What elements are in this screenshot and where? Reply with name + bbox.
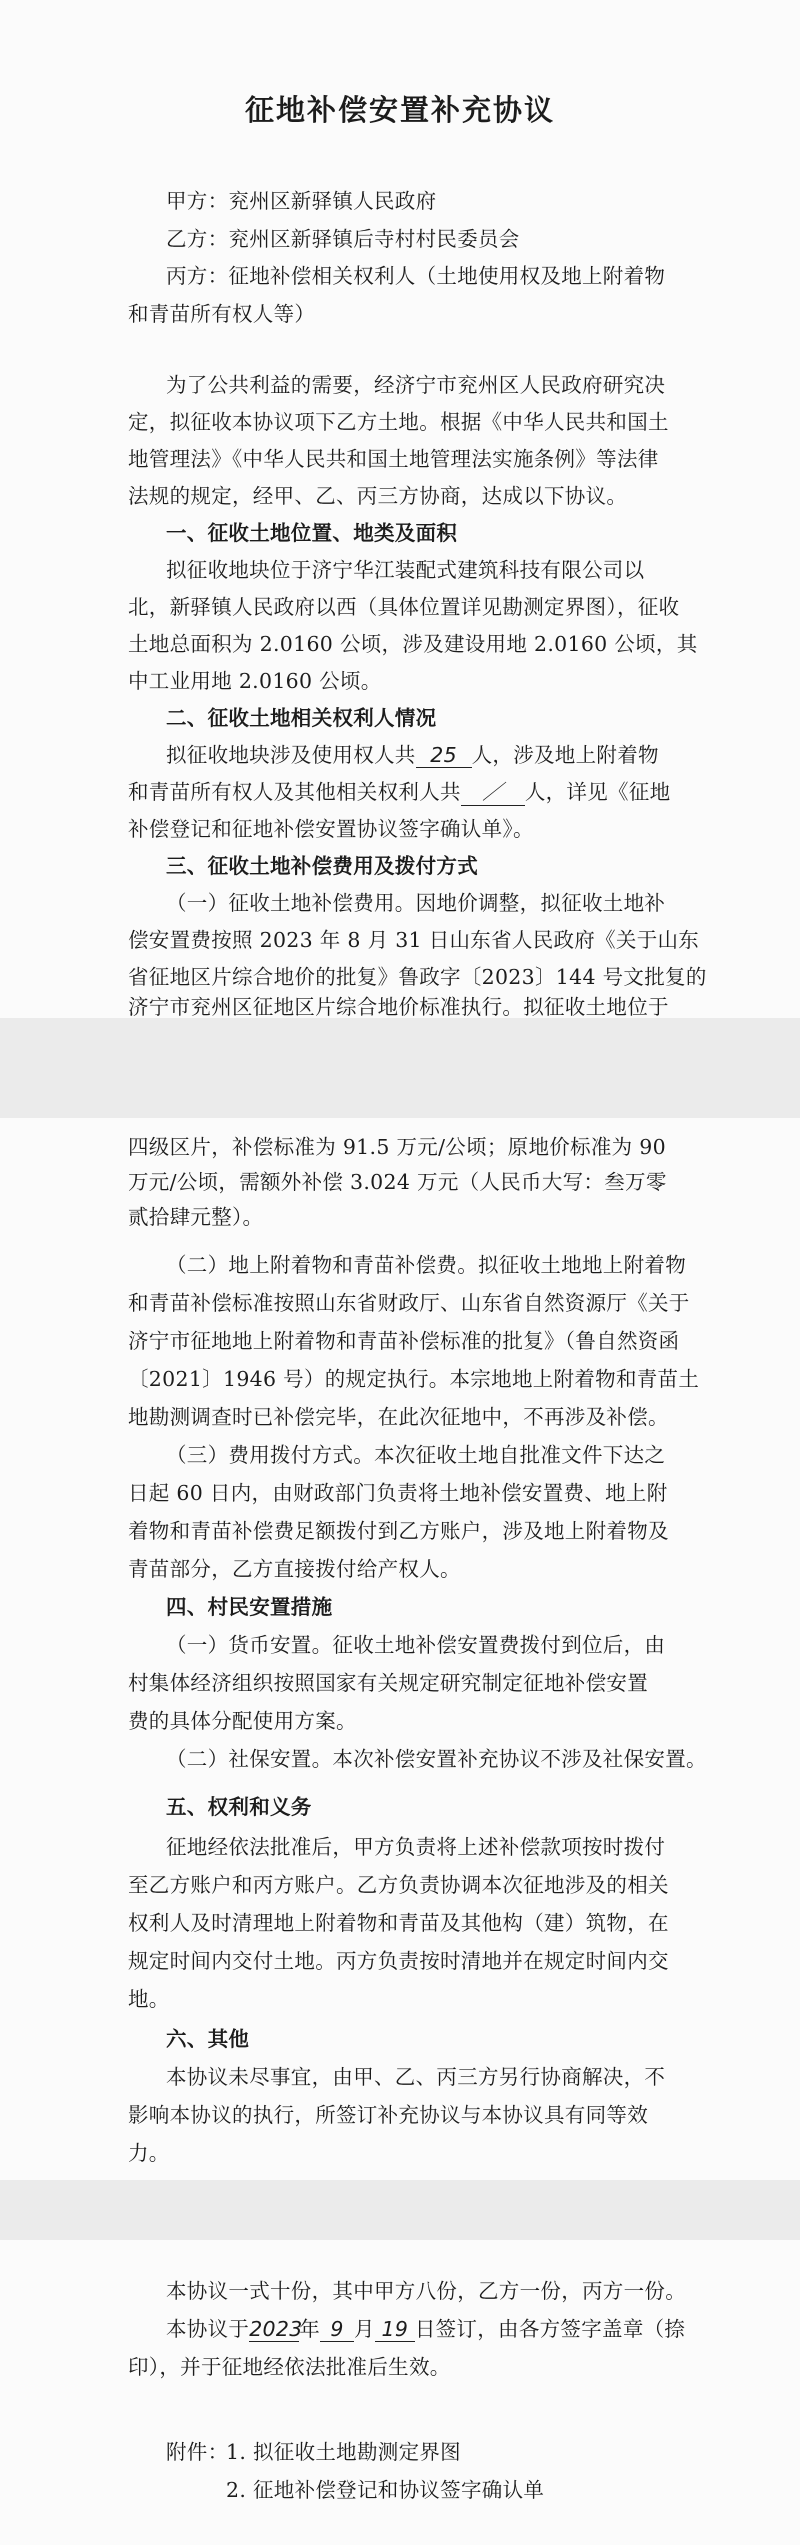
document-page-2 bbox=[0, 1118, 800, 2180]
section-1-heading: 一、征收土地位置、地类及面积 bbox=[166, 521, 458, 545]
section-3-p1-line-3: 省征地区片综合地价的批复》鲁政字〔2023〕144 号文批复的 bbox=[128, 965, 707, 989]
intro-line-4: 法规的规定，经甲、乙、丙三方协商，达成以下协议。 bbox=[128, 484, 628, 508]
section-3-p3-line-4: 青苗部分，乙方直接拨付给产权人。 bbox=[128, 1557, 461, 1581]
section-4-p1-line-3: 费的具体分配使用方案。 bbox=[128, 1709, 357, 1733]
section-3-p3-line-2: 日起 60 日内，由财政部门负责将土地补偿安置费、地上附 bbox=[128, 1481, 668, 1505]
copies-statement: 本协议一式十份，其中甲方八份，乙方一份，丙方一份。 bbox=[166, 2279, 686, 2303]
party-c-line-2: 和青苗所有权人等） bbox=[128, 302, 316, 326]
section-1-line-3: 土地总面积为 2.0160 公顷，涉及建设用地 2.0160 公顷，其 bbox=[128, 632, 698, 656]
signing-date-line: 本协议于2023年 9 月 19 日签订，由各方签字盖章（捺 bbox=[166, 2317, 686, 2341]
section-5-line-1: 征地经依法批准后，甲方负责将上述补偿款项按时拨付 bbox=[166, 1835, 666, 1859]
attachment-item-2: 2. 征地补偿登记和协议签字确认单 bbox=[226, 2478, 545, 2502]
section-4-p2: （二）社保安置。本次补偿安置补充协议不涉及社保安置。 bbox=[166, 1747, 707, 1771]
other-holder-count-field: ／ bbox=[461, 775, 525, 806]
section-3-p1-line-2: 偿安置费按照 2023 年 8 月 31 日山东省人民政府《关于山东 bbox=[128, 928, 700, 952]
section-4-heading: 四、村民安置措施 bbox=[166, 1595, 333, 1619]
section-5-line-4: 规定时间内交付土地。丙方负责按时清地并在规定时间内交 bbox=[128, 1949, 669, 1973]
section-5-heading: 五、权利和义务 bbox=[166, 1795, 312, 1819]
party-b: 乙方：兖州区新驿镇后寺村村民委员会 bbox=[166, 227, 520, 251]
section-1-line-1: 拟征收地块位于济宁华江装配式建筑科技有限公司以 bbox=[166, 558, 645, 582]
section-5-line-3: 权利人及时清理地上附着物和青苗及其他构（建）筑物，在 bbox=[128, 1911, 669, 1935]
section-3-p2-line-4: 〔2021〕1946 号）的规定执行。本宗地地上附着物和青苗土 bbox=[128, 1367, 700, 1391]
sign-month-field: 9 bbox=[320, 2317, 354, 2342]
section-6-line-1: 本协议未尽事宜，由甲、乙、丙三方另行协商解决，不 bbox=[166, 2065, 666, 2089]
section-2-line-1: 拟征收地块涉及使用权人共 25 人，涉及地上附着物 bbox=[166, 743, 659, 767]
section-2-heading: 二、征收土地相关权利人情况 bbox=[166, 706, 437, 730]
section-5-line-2: 至乙方账户和丙方账户。乙方负责协调本次征地涉及的相关 bbox=[128, 1873, 669, 1897]
section-6-heading: 六、其他 bbox=[166, 2027, 250, 2051]
section-4-p1-line-2: 村集体经济组织按照国家有关规定研究制定征地补偿安置 bbox=[128, 1671, 648, 1695]
section-3-p1-line-5: 四级区片，补偿标准为 91.5 万元/公顷；原地价标准为 90 bbox=[128, 1135, 666, 1159]
document-title: 征地补偿安置补充协议 bbox=[244, 93, 555, 127]
intro-line-3: 地管理法》《中华人民共和国土地管理法实施条例》等法律 bbox=[128, 447, 659, 471]
party-a: 甲方：兖州区新驿镇人民政府 bbox=[166, 189, 437, 213]
intro-line-2: 定，拟征收本协议项下乙方土地。根据《中华人民共和国土 bbox=[128, 410, 669, 434]
section-3-p2-line-1: （二）地上附着物和青苗补偿费。拟征收土地地上附着物 bbox=[166, 1253, 686, 1277]
section-3-p3-line-1: （三）费用拨付方式。本次征收土地自批准文件下达之 bbox=[166, 1443, 666, 1467]
document-page-1 bbox=[0, 0, 800, 1018]
party-c-line-1: 丙方：征地补偿相关权利人（土地使用权及地上附着物 bbox=[166, 264, 666, 288]
section-6-line-3: 力。 bbox=[128, 2141, 170, 2165]
section-3-p1-line-1: （一）征收土地补偿费用。因地价调整，拟征收土地补 bbox=[166, 891, 666, 915]
section-4-p1-line-1: （一）货币安置。征收土地补偿安置费拨付到位后，由 bbox=[166, 1633, 666, 1657]
holder-count-field: 25 bbox=[416, 743, 472, 768]
sign-year-field: 2023 bbox=[249, 2317, 303, 2341]
section-5-line-5: 地。 bbox=[128, 1987, 170, 2011]
section-6-line-2: 影响本协议的执行，所签订补充协议与本协议具有同等效 bbox=[128, 2103, 648, 2127]
attachments-label: 附件： bbox=[166, 2440, 229, 2464]
section-1-line-4: 中工业用地 2.0160 公顷。 bbox=[128, 669, 382, 693]
section-3-p2-line-3: 济宁市征地地上附着物和青苗补偿标准的批复》（鲁自然资函 bbox=[128, 1329, 680, 1353]
section-3-p2-line-5: 地勘测调查时已补偿完毕，在此次征地中，不再涉及补偿。 bbox=[128, 1405, 669, 1429]
section-3-p1-line-4: 济宁市兖州区征地区片综合地价标准执行。拟征收土地位于 bbox=[128, 995, 669, 1019]
section-3-heading: 三、征收土地补偿费用及拨付方式 bbox=[166, 854, 478, 878]
section-2-line-2: 和青苗所有权人及其他相关权利人共 ／ 人，详见《征地 bbox=[128, 775, 670, 806]
attachment-item-1: 1. 拟征收土地勘测定界图 bbox=[226, 2440, 461, 2464]
section-1-line-2: 北，新驿镇人民政府以西（具体位置详见勘测定界图），征收 bbox=[128, 595, 680, 619]
effective-clause: 印），并于征地经依法批准后生效。 bbox=[128, 2355, 451, 2379]
section-3-p1-continued: 贰拾肆元整）。 bbox=[128, 1205, 264, 1229]
sign-day-field: 19 bbox=[375, 2317, 415, 2342]
section-3-p1-line-6: 万元/公顷，需额外补偿 3.024 万元（人民币大写：叁万零 bbox=[128, 1170, 667, 1194]
document-page-3 bbox=[0, 2240, 800, 2545]
section-3-p3-line-3: 着物和青苗补偿费足额拨付到乙方账户，涉及地上附着物及 bbox=[128, 1519, 669, 1543]
section-3-p2-line-2: 和青苗补偿标准按照山东省财政厅、山东省自然资源厅《关于 bbox=[128, 1291, 690, 1315]
intro-line-1: 为了公共利益的需要，经济宁市兖州区人民政府研究决 bbox=[166, 373, 666, 397]
section-2-line-3: 补偿登记和征地补偿安置协议签字确认单》。 bbox=[128, 817, 534, 841]
